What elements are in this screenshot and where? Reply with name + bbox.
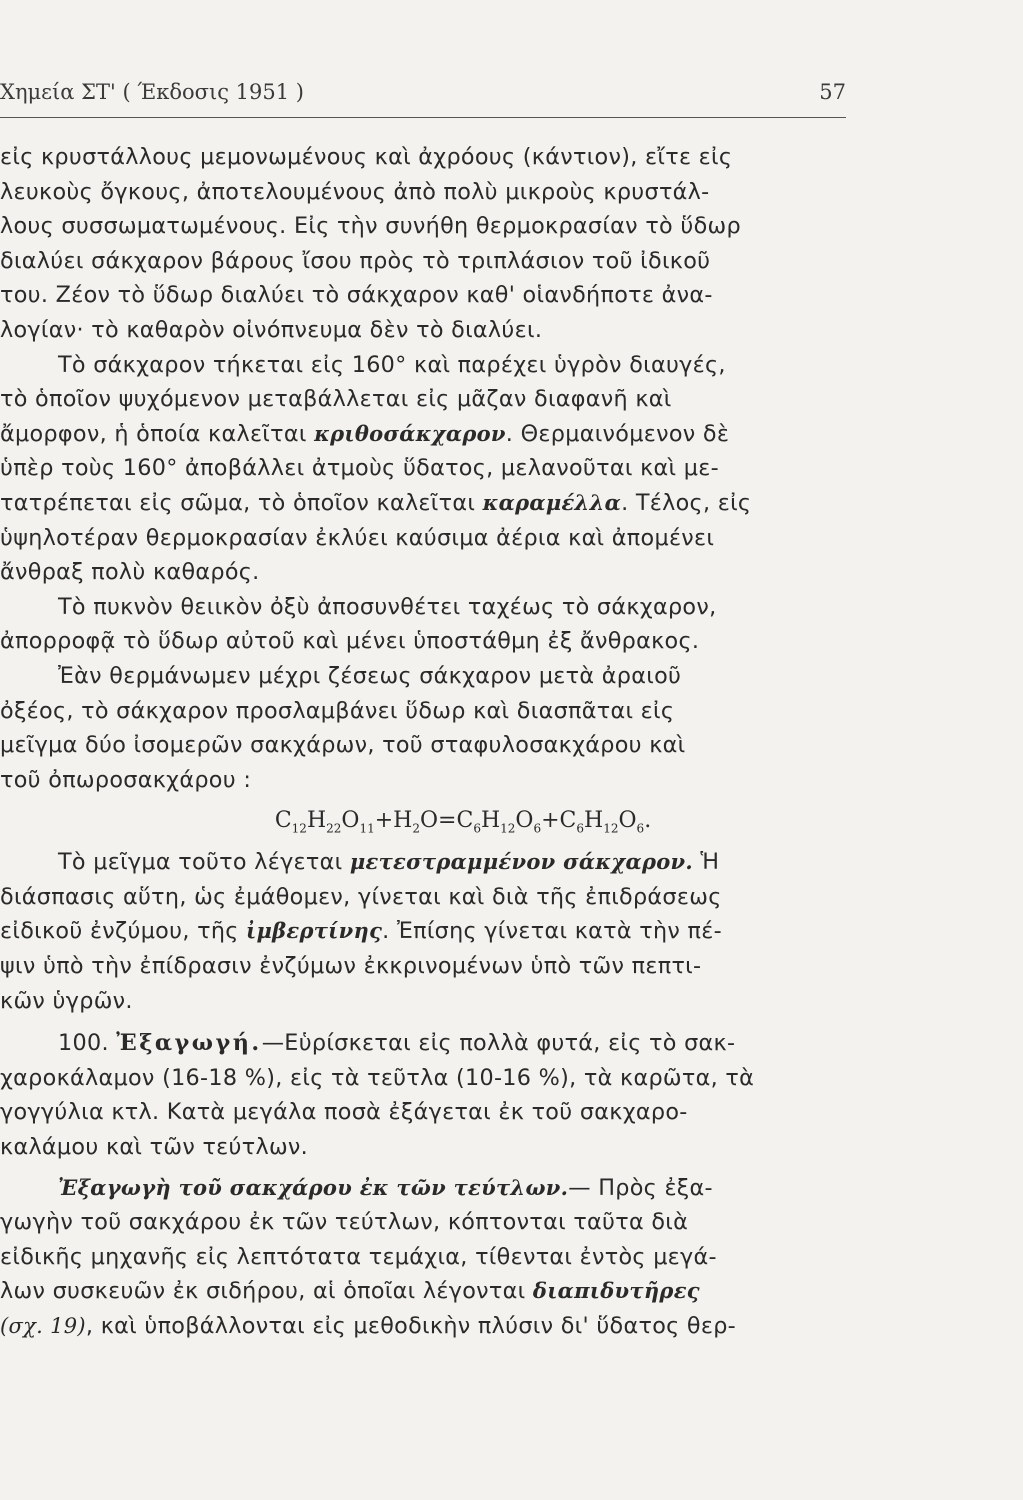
text-line: καλάμου καὶ τῶν τεύτλων. — [0, 1134, 309, 1161]
chemical-equation — [0, 797, 846, 845]
text-span: . Τέλος, εἰς — [621, 489, 752, 516]
text-line — [0, 845, 846, 880]
text-line: του. Ζέον τὸ ὕδωρ διαλύει τὸ σάκχαρον καθ' οἱανδήποτε ἀνα- — [0, 282, 713, 309]
formula-sub: 12 — [291, 821, 307, 836]
formula-sub: 6 — [636, 821, 645, 836]
text-span: Τὸ μεῖγμα τοῦτο λέγεται — [58, 849, 350, 876]
text-span: — Πρὸς ἐξα- — [568, 1174, 713, 1201]
subsection-heading-line — [0, 1171, 846, 1206]
formula-sub: 22 — [326, 821, 342, 836]
text-line: Τὸ πυκνὸν θειικὸν ὀξὺ ἀποσυνθέτει ταχέως τὸ σάκχαρον, — [58, 593, 717, 620]
formula-sub: 2 — [412, 821, 420, 836]
text-line: Τὸ σάκχαρον τήκεται εἰς 160° καὶ παρέχει ὑγρὸν διαυγές, — [58, 351, 726, 378]
term-metestrammeno: μετεστραμμένον σάκχαρον. — [349, 849, 694, 875]
formula-part: +H — [374, 808, 413, 834]
text-line: λευκοὺς ὄγκους, ἀποτελουμένους ἀπὸ πολὺ μικροὺς κρυστάλ- — [0, 178, 710, 205]
running-title: Χημεία ΣΤ' ( Έκδοσις 1951 ) — [0, 80, 304, 104]
text-line — [0, 1274, 846, 1309]
running-header — [0, 80, 860, 110]
text-span: . Ἐπίσης γίνεται κατὰ τὴν πέ- — [382, 918, 722, 945]
text-line: λογίαν· τὸ καθαρὸν οἰνόπνευμα δὲν τὸ διαλύει. — [0, 316, 543, 343]
page-number: 57 — [819, 80, 846, 104]
text-line: εἰδικῆς μηχανῆς εἰς λεπτότατα τεμάχια, τίθενται ἐντὸς μεγά- — [0, 1243, 717, 1270]
text-line — [0, 914, 846, 949]
text-span: λων συσκευῶν ἐκ σιδήρου, αἱ ὁποῖαι λέγονται — [0, 1278, 533, 1305]
formula-part: H — [480, 808, 501, 834]
text-line: τὸ ὁποῖον ψυχόμενον μεταβάλλεται εἰς μᾶζαν διαφανῆ καὶ — [0, 386, 672, 413]
text-line: ψιν ὑπὸ τὴν ἐπίδρασιν ἐνζύμων ἐκκρινομένων ὑπὸ τῶν πεπτι- — [0, 953, 702, 980]
text-line: ὑψηλοτέραν θερμοκρασίαν ἐκλύει καύσιμα ἀέρια καὶ ἀπομένει — [0, 524, 715, 551]
header-rule — [0, 117, 846, 118]
formula-part: O — [618, 808, 637, 834]
text-span: τατρέπεται εἰς σῶμα, τὸ ὁποῖον καλεῖται — [0, 489, 483, 516]
term-imvertini: ἰμβερτίνης — [246, 918, 383, 944]
text-span: . Θερμαινόμενον δὲ — [505, 420, 730, 447]
text-line — [0, 1309, 846, 1344]
term-kritho: κριθοσάκχαρον — [314, 420, 506, 446]
text-line: ὑπὲρ τοὺς 160° ἀποβάλλει ἀτμοὺς ὕδατος, μελανοῦται καὶ με- — [0, 455, 719, 482]
formula-part: H — [306, 808, 327, 834]
formula-sub: 12 — [500, 821, 516, 836]
section-number: 100. — [58, 1030, 117, 1057]
text-line: γωγὴν τοῦ σακχάρου ἐκ τῶν τεύτλων, κόπτονται ταῦτα διὰ — [0, 1209, 689, 1236]
formula-part: C — [274, 808, 292, 834]
text-span: ἄμορφον, ἡ ὁποία καλεῖται — [0, 420, 315, 447]
text-line — [0, 417, 846, 452]
text-line: χαροκάλαμον (16-18 %), εἰς τὰ τεῦτλα (10-16 %), τὰ καρῶτα, τὰ — [0, 1064, 755, 1091]
section-title: Ἐξαγωγή. — [116, 1030, 262, 1057]
section-heading-line — [0, 1026, 846, 1061]
text-line: γογγύλια κτλ. Κατὰ μεγάλα ποσὰ ἐξάγεται ἐκ τοῦ σακχαρο- — [0, 1099, 688, 1126]
formula-part: O — [341, 808, 360, 834]
subsection-title: Ἐξαγωγὴ τοῦ σακχάρου ἐκ τῶν τεύτλων. — [58, 1174, 569, 1200]
formula-part: O=C — [420, 808, 474, 834]
formula-part: . — [644, 808, 652, 834]
text-line — [0, 486, 846, 521]
text-line: μεῖγμα δύο ἰσομερῶν σακχάρων, τοῦ σταφυλοσακχάρου καὶ — [0, 732, 686, 759]
text-span: —Εὑρίσκεται εἰς πολλὰ φυτά, εἰς τὸ σακ- — [261, 1030, 736, 1057]
formula-sub: 6 — [576, 821, 585, 836]
text-span: εἰδικοῦ ἐνζύμου, τῆς — [0, 918, 247, 945]
formula-sub: 12 — [603, 821, 619, 836]
formula-part: +C — [541, 808, 577, 834]
text-line: ἀπορροφᾷ τὸ ὕδωρ αὐτοῦ καὶ μένει ὑποστάθμη ἐξ ἄνθρακος. — [0, 628, 700, 655]
text-span: Ἡ — [693, 849, 720, 876]
text-line: Ἐὰν θερμάνωμεν μέχρι ζέσεως σάκχαρον μετὰ ἀραιοῦ — [58, 662, 682, 689]
formula-part: H — [584, 808, 604, 834]
formula-sub: 6 — [533, 821, 542, 836]
figure-reference: (σχ. 19) — [0, 1314, 86, 1338]
text-span: , καὶ ὑποβάλλονται εἰς μεθοδικὴν πλύσιν δι' ὕδατος θερ- — [85, 1313, 737, 1339]
text-line: λους συσσωματωμένους. Εἰς τὴν συνήθη θερμοκρασίαν τὸ ὕδωρ — [0, 213, 741, 240]
text-line: διάσπασις αὕτη, ὡς ἐμάθομεν, γίνεται καὶ διὰ τῆς ἐπιδράσεως — [0, 883, 722, 910]
term-diapidytires: διαπιδυτῆρες — [532, 1278, 700, 1304]
text-line: κῶν ὑγρῶν. — [0, 987, 133, 1014]
formula-sub: 6 — [473, 821, 481, 836]
text-line: διαλύει σάκχαρον βάρους ἴσου πρὸς τὸ τριπλάσιον τοῦ ἰδικοῦ — [0, 247, 711, 274]
formula-sub: 11 — [359, 821, 375, 836]
text-line: εἰς κρυστάλλους μεμονωμένους καὶ ἀχρόους (κάντιον), εἴτε εἰς — [0, 144, 733, 170]
page-body — [0, 140, 846, 1344]
text-line: ἄνθραξ πολὺ καθαρός. — [0, 559, 260, 586]
text-line: ὀξέος, τὸ σάκχαρον προσλαμβάνει ὕδωρ καὶ διασπᾶται εἰς — [0, 697, 675, 724]
term-karamella: καραμέλλα — [482, 489, 622, 515]
formula-part: O — [515, 808, 534, 834]
text-line: τοῦ ὀπωροσακχάρου : — [0, 766, 252, 793]
